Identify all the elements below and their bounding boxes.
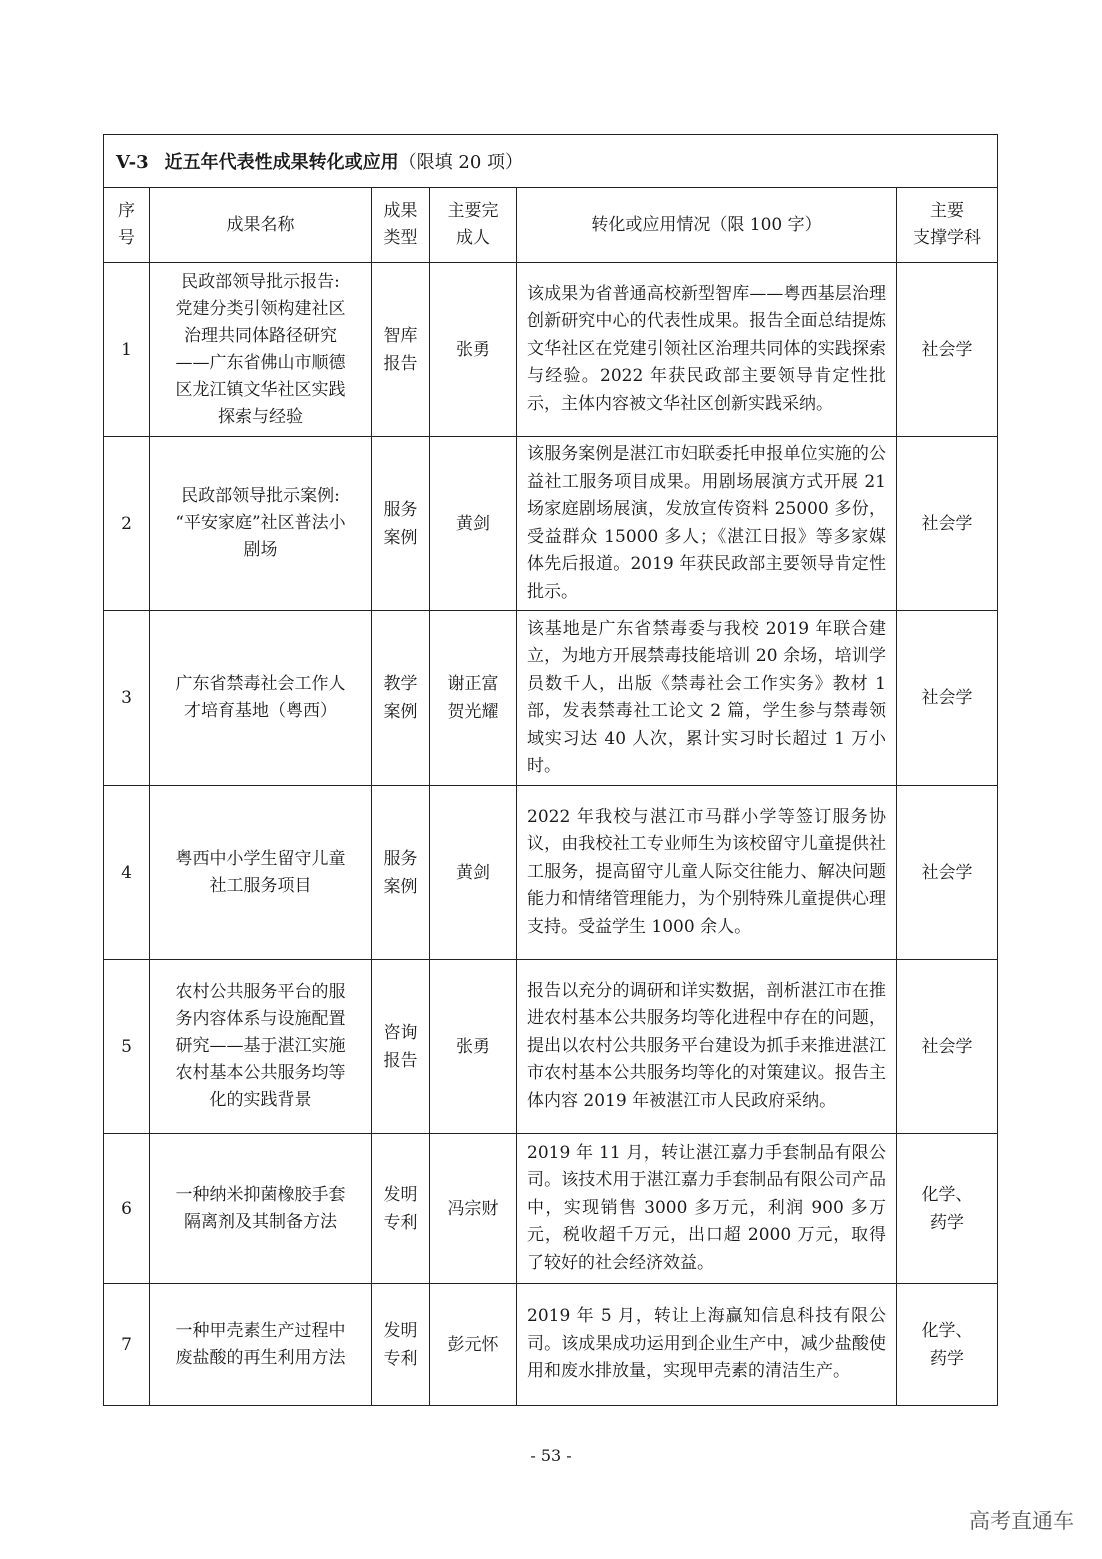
achievement-type: 服务 案例: [372, 786, 430, 960]
table-row: [104, 786, 998, 960]
table-row: [104, 437, 998, 611]
achievement-author: 黄剑: [430, 437, 517, 611]
achievement-name: 民政部领导批示报告: 党建分类引领构建社区 治理共同体路径研究 ——广东省佛山市顺德 区龙江镇文华社区实践 探索与经验: [150, 263, 372, 437]
table-row: [104, 263, 998, 437]
header-index: 序 号: [104, 188, 150, 263]
achievements-table: [103, 134, 998, 1406]
achievement-type: 发明 专利: [372, 1284, 430, 1406]
achievement-author: 谢正富 贺光耀: [430, 611, 517, 786]
achievement-name: 农村公共服务平台的服 务内容体系与设施配置 研究——基于湛江实施 农村基本公共服务均等 化的实践背景: [150, 960, 372, 1134]
achievement-author: 张勇: [430, 263, 517, 437]
application-description: 该服务案例是湛江市妇联委托申报单位实施的公益社工服务项目成果。用剧场展演方式开展 21 场家庭剧场展演，发放宣传资料 25000 多份，受益群众 15000 多人；《湛江日报》等多家媒体先后报道。2019 年获民政部主要领导肯定性批示。: [517, 437, 897, 611]
application-description: 2022 年我校与湛江市马群小学等签订服务协议，由我校社工专业师生为该校留守儿童提供社工服务，提高留守儿童人际交往能力、解决问题能力和情绪管理能力，为个别特殊儿童提供心理支持。受益学生 1000 余人。: [517, 786, 897, 960]
row-index: 7: [104, 1284, 150, 1406]
supporting-discipline: 社会学: [897, 263, 998, 437]
application-description: 2019 年 11 月，转让湛江嘉力手套制品有限公司。该技术用于湛江嘉力手套制品有限公司产品中，实现销售 3000 多万元，利润 900 多万元，税收超千万元，出口超 2000 万元，取得了较好的社会经济效益。: [517, 1134, 897, 1284]
achievement-author: 黄剑: [430, 786, 517, 960]
header-author: 主要完 成人: [430, 188, 517, 263]
section-title: [104, 135, 998, 188]
row-index: 2: [104, 437, 150, 611]
supporting-discipline: 社会学: [897, 437, 998, 611]
achievement-author: 张勇: [430, 960, 517, 1134]
achievement-type: 教学 案例: [372, 611, 430, 786]
row-index: 5: [104, 960, 150, 1134]
achievement-type: 智库 报告: [372, 263, 430, 437]
achievement-author: 彭元怀: [430, 1284, 517, 1406]
supporting-discipline: 社会学: [897, 786, 998, 960]
application-description: 该成果为省普通高校新型智库——粤西基层治理创新研究中心的代表性成果。报告全面总结提炼文华社区在党建引领社区治理共同体的实践探索与经验。2022 年获民政部主要领导肯定性批示，主体内容被文华社区创新实践采纳。: [517, 263, 897, 437]
application-description: 2019 年 5 月，转让上海赢知信息科技有限公司。该成果成功运用到企业生产中，减少盐酸使用和废水排放量，实现甲壳素的清洁生产。: [517, 1284, 897, 1406]
section-title-text: 近五年代表性成果转化或应用: [164, 152, 399, 173]
table-row: [104, 1134, 998, 1284]
achievement-name: 广东省禁毒社会工作人 才培育基地（粤西）: [150, 611, 372, 786]
header-type: 成果 类型: [372, 188, 430, 263]
watermark: 高考直通车: [969, 1509, 1074, 1533]
achievement-name: 粤西中小学生留守儿童 社工服务项目: [150, 786, 372, 960]
row-index: 4: [104, 786, 150, 960]
application-description: 该基地是广东省禁毒委与我校 2019 年联合建立，为地方开展禁毒技能培训 20 余场，培训学员数千人，出版《禁毒社会工作实务》教材 1 部，发表禁毒社工论文 2 篇，学生参与禁毒领域实习达 40 人次，累计实习时长超过 1 万小时。: [517, 611, 897, 786]
supporting-discipline: 社会学: [897, 611, 998, 786]
achievement-name: 一种纳米抑菌橡胶手套 隔离剂及其制备方法: [150, 1134, 372, 1284]
table-header-row: [104, 188, 998, 263]
row-index: 6: [104, 1134, 150, 1284]
achievement-name: 民政部领导批示案例: “平安家庭”社区普法小 剧场: [150, 437, 372, 611]
supporting-discipline: 社会学: [897, 960, 998, 1134]
table-row: [104, 960, 998, 1134]
row-index: 3: [104, 611, 150, 786]
page-number: - 53 -: [530, 1446, 572, 1465]
supporting-discipline: 化学、 药学: [897, 1284, 998, 1406]
header-application: 转化或应用情况（限 100 字）: [517, 188, 897, 263]
section-number: V-3: [116, 152, 149, 173]
row-index: 1: [104, 263, 150, 437]
achievement-author: 冯宗财: [430, 1134, 517, 1284]
header-name: 成果名称: [150, 188, 372, 263]
achievement-type: 咨询 报告: [372, 960, 430, 1134]
table-row: [104, 611, 998, 786]
section-note: （限填 20 项）: [398, 152, 524, 173]
achievement-type: 发明 专利: [372, 1134, 430, 1284]
table-row: [104, 1284, 998, 1406]
achievement-name: 一种甲壳素生产过程中 废盐酸的再生利用方法: [150, 1284, 372, 1406]
achievement-type: 服务 案例: [372, 437, 430, 611]
application-description: 报告以充分的调研和详实数据，剖析湛江市在推进农村基本公共服务均等化进程中存在的问题，提出以农村公共服务平台建设为抓手来推进湛江市农村基本公共服务均等化的对策建议。报告主体内容 2019 年被湛江市人民政府采纳。: [517, 960, 897, 1134]
section-title-row: [104, 135, 998, 188]
supporting-discipline: 化学、 药学: [897, 1134, 998, 1284]
header-discipline: 主要 支撑学科: [897, 188, 998, 263]
